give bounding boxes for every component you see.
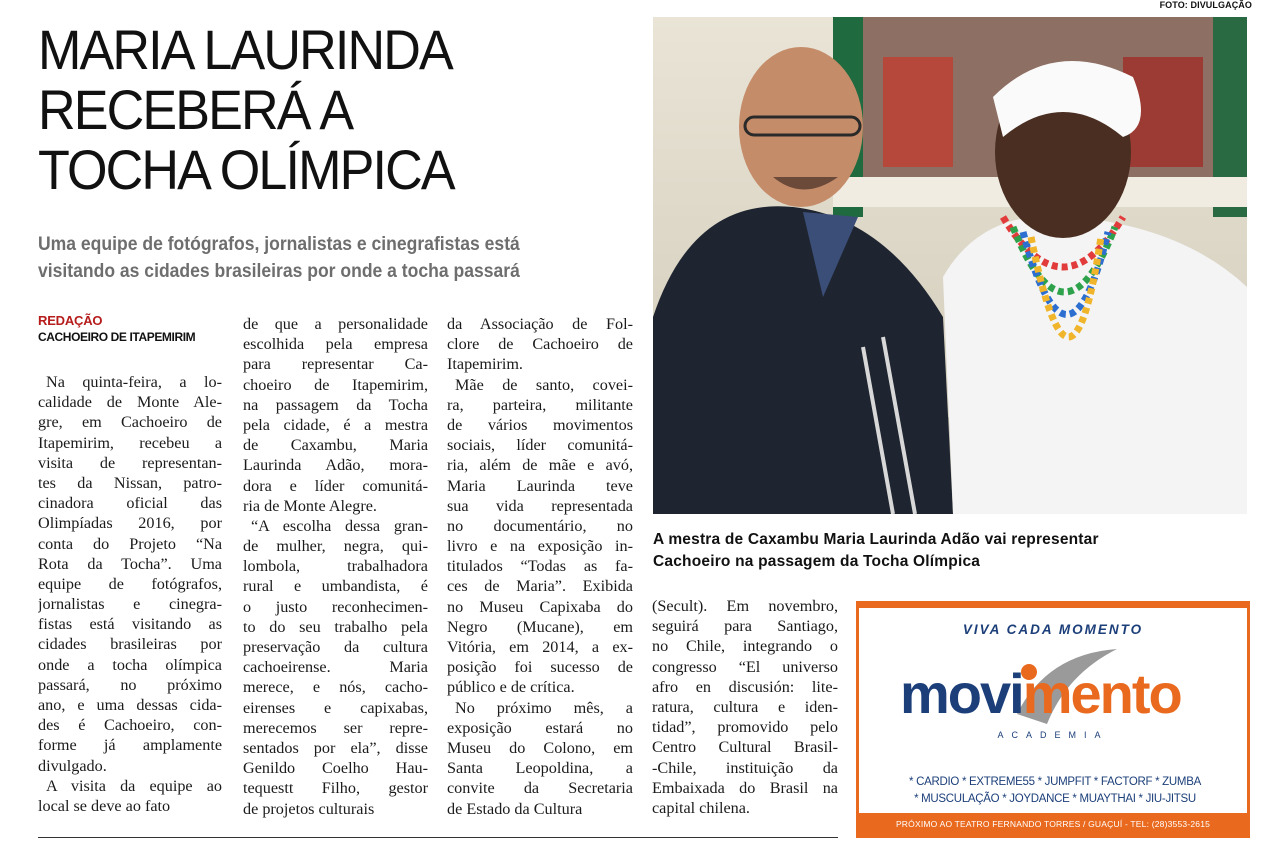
byline-author: REDAÇÃO	[38, 313, 103, 328]
byline-place: CACHOEIRO DE ITAPEMIRIM	[38, 330, 196, 344]
article-line: de vários movimentos	[447, 415, 633, 434]
article-line: dora e líder comunitá-	[243, 476, 428, 495]
caption-line: Cachoeiro na passagem da Tocha Olímpica	[653, 553, 981, 570]
article-line: de mulher, negra, qui-	[243, 537, 428, 556]
article-line: choeiro de Itapemirim,	[243, 375, 428, 394]
article-line: gre, em Cachoeiro de	[38, 413, 222, 432]
advertisement	[856, 601, 1250, 838]
headline-line: MARIA LAURINDA	[38, 18, 452, 81]
article-line: calidade de Monte Ale-	[38, 393, 222, 412]
article-line: seguirá para Santiago,	[652, 617, 838, 636]
photo-caption	[653, 529, 1253, 573]
ad-services-list	[875, 774, 1235, 808]
article-line: Olimpíadas 2016, por	[38, 514, 222, 533]
article-line: no Museu Capixaba do	[447, 597, 633, 616]
article-line: Negro (Mucane), em	[447, 617, 633, 636]
caption-line: A mestra de Caxambu Maria Laurinda Adão vai representar	[653, 531, 1099, 548]
article-line: ria, além de mãe e avó,	[447, 456, 633, 475]
article-line: conta do Projeto “Na	[38, 534, 222, 553]
article-line: Embaixada do Brasil na	[652, 778, 838, 797]
article-line: na passagem da Tocha	[243, 395, 428, 414]
article-column-4	[652, 596, 838, 818]
article-line: convite da Secretaria	[447, 779, 633, 798]
headline-line: TOCHA OLÍMPICA	[38, 138, 454, 201]
article-line: jornalistas e cinegra-	[38, 595, 222, 614]
article-line: ano, e uma dessas cida-	[38, 696, 222, 714]
article-line: da Associação de Fol-	[447, 315, 633, 333]
ad-brand-part1: movi	[900, 662, 1023, 725]
article-line: rural e umbandista, é	[243, 577, 428, 596]
article-line: posição foi sucesso de	[447, 658, 633, 677]
article-line: Mãe de santo, covei-	[455, 375, 633, 394]
article-line: congresso “El universo	[652, 657, 838, 676]
article-line: tes da Nissan, patro-	[38, 473, 222, 492]
article-line: cachoeirense. Maria	[243, 658, 428, 677]
ad-services-line: * CARDIO * EXTREME55 * JUMPFIT * FACTORF * ZUMBA	[909, 776, 1201, 788]
article-line: preservação da cultura	[243, 638, 428, 656]
article-line: ria de Monte Alegre.	[243, 496, 377, 515]
article-line: Itapemirim.	[447, 355, 523, 374]
article-line: Vitória, em 2014, a ex-	[447, 638, 633, 656]
article-line: Maria Laurinda teve	[447, 476, 633, 495]
article-line: equipe de fotógrafos,	[38, 574, 222, 593]
article-line: Centro Cultural Brasil-	[652, 738, 838, 757]
article-line: divulgado.	[38, 756, 107, 775]
article-line: passará, no próximo	[38, 675, 222, 694]
article-line: de Caxambu, Maria	[243, 436, 428, 455]
article-line: merece, e nós, cacho-	[243, 678, 428, 697]
headline	[38, 20, 596, 200]
article-line: tequestt Filho, gestor	[243, 779, 428, 798]
article-line: Genildo Coelho Hau-	[243, 759, 428, 778]
article-line: cinadora oficial das	[38, 494, 222, 513]
article-line: eirenses e capixabas,	[243, 698, 428, 717]
article-line: no documentário, no	[447, 516, 633, 535]
subheadline-line: visitando as cidades brasileiras por onde a tocha passará	[38, 260, 520, 282]
article-line: clore de Cachoeiro de	[447, 335, 633, 354]
article-column-1	[38, 372, 222, 816]
article-line: sentados por ela”, disse	[243, 738, 428, 757]
ad-top-stripe	[859, 604, 1247, 608]
article-line: merecemos ser repre-	[243, 718, 428, 737]
article-line: lombola, trabalhadora	[243, 557, 428, 576]
byline	[38, 313, 238, 345]
article-line: Rota da Tocha”. Uma	[38, 554, 222, 573]
article-line: sua vida representada	[447, 496, 633, 515]
ad-tagline: VIVA CADA MOMENTO	[962, 622, 1144, 637]
article-line: pela cidade, é a mestra	[243, 415, 428, 434]
article-line: tidad”, promovido pelo	[652, 718, 838, 737]
ad-brand-logo	[900, 664, 1181, 724]
article-line: forme já amplamente	[38, 736, 222, 755]
article-line: -Chile, instituição da	[652, 758, 838, 777]
article-line: fistas está visitando as	[38, 615, 222, 634]
article-line: para representar Ca-	[243, 355, 428, 374]
article-photo	[653, 17, 1247, 514]
photo-credit: FOTO: DIVULGAÇÃO	[1159, 0, 1252, 10]
article-line: ra, parteira, militante	[447, 395, 633, 414]
article-line: de projetos culturais	[243, 799, 375, 818]
article-line: sociais, líder comunitá-	[447, 436, 633, 455]
article-line: afro en discusión: lite-	[652, 677, 838, 696]
bottom-divider	[38, 837, 838, 838]
article-line: ces de Maria”. Exibida	[447, 577, 633, 596]
ad-brand-part2: mento	[1022, 662, 1181, 725]
photo-illustration	[653, 17, 1247, 514]
article-line: “A escolha dessa gran-	[251, 516, 428, 535]
article-line: de Estado da Cultura	[447, 799, 583, 818]
article-line: titulados “Todas as fa-	[447, 557, 633, 576]
article-column-3	[447, 314, 633, 819]
headline-line: RECEBERÁ A	[38, 78, 353, 141]
article-line: Itapemirim, recebeu a	[38, 433, 222, 452]
article-line: Museu do Colono, em	[447, 738, 633, 757]
subheadline-line: Uma equipe de fotógrafos, jornalistas e cinegrafistas está	[38, 233, 520, 255]
article-line: cidades brasileiras por	[38, 635, 222, 654]
article-line: de que a personalidade	[243, 315, 428, 333]
article-line: visita de representan-	[38, 453, 222, 472]
article-line: No próximo mês, a	[455, 698, 633, 717]
article-line: Laurinda Adão, mora-	[243, 456, 428, 475]
subheadline	[38, 231, 578, 285]
article-line: (Secult). Em novembro,	[652, 597, 838, 615]
ad-services-line: * MUSCULAÇÃO * JOYDANCE * MUAYTHAI * JIU-JITSU	[914, 793, 1196, 805]
article-line: local se deve ao fato	[38, 796, 171, 815]
article-line: to do seu trabalho pela	[243, 617, 428, 636]
article-line: des é Cachoeiro, con-	[38, 716, 222, 735]
article-line: escolhida pela empresa	[243, 335, 428, 354]
article-line: o justo reconhecimen-	[243, 597, 428, 616]
article-line: público e de crítica.	[447, 678, 575, 697]
article-line: livro e na exposição in-	[447, 537, 633, 556]
article-line: A visita da equipe ao	[46, 776, 222, 795]
article-line: capital chilena.	[652, 798, 750, 817]
article-column-2	[243, 314, 428, 819]
article-line: onde a tocha olímpica	[38, 655, 222, 674]
article-line: ratura, cultura e iden-	[652, 697, 838, 716]
ad-brand-subtitle: ACADEMIA	[997, 730, 1109, 740]
article-line: exposição estará no	[447, 718, 633, 737]
article-line: Na quinta-feira, a lo-	[46, 373, 222, 391]
article-line: no Chile, integrando o	[652, 637, 838, 656]
ad-footer: PRÓXIMO AO TEATRO FERNANDO TORRES / GUAÇUÍ - TEL: (28)3553-2615	[859, 813, 1247, 835]
article-line: Santa Leopoldina, a	[447, 759, 633, 778]
